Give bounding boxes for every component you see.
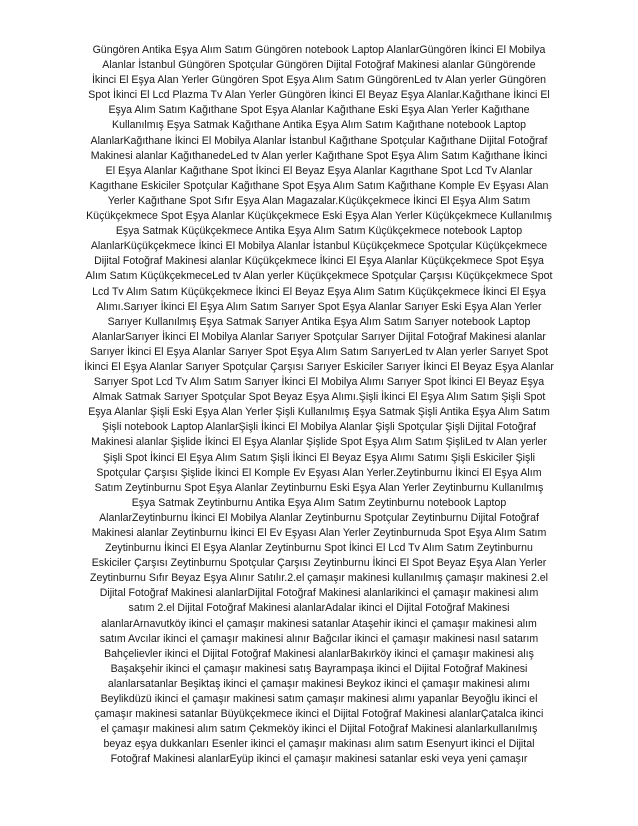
text-line: AlanlarZeytinburnu İkinci El Mobilya Alanlar Zeytinburnu Spotçular Zeytinburnu Dijital Fotoğraf — [99, 511, 539, 524]
text-line: Şişli Spot İkinci El Eşya Alım Satım Şişli İkinci El Beyaz Eşya Alımı Satımı Şişli Eskiciler Şişli — [102, 451, 536, 464]
text-line: Sarıyer Kullanılmış Eşya Satmak Sarıyer Antika Eşya Alım Satım Sarıyer notebook Laptop — [107, 315, 531, 328]
text-line: Alım Satım KüçükçekmeceLed tv Alan yerler Küçükçekmece Spotçular Çarşısı Küçükçekmece Spot — [85, 270, 553, 283]
text-line: Yerler Kağıthane Spot Sıfır Eşya Alan Magazalar.Küçükçekmece İkinci El Eşya Alım Satım — [107, 194, 531, 207]
text-line: Dijital Fotoğraf Makinesi alanlar Küçükçekmece İkinci El Eşya Alanlar Küçükçekmece Spot Eşya — [94, 255, 544, 268]
text-line: AlanlarSarıyer İkinci El Mobilya Alanlar Sarıyer Spotçular Sarıyer Dijital Fotoğraf Makinesi alanlar — [92, 330, 546, 343]
text-line: satım 2.el Dijital Fotoğraf Makinesi alanlarAdalar ikinci el Dijital Fotoğraf Makinesi — [128, 602, 510, 615]
text-line: Spotçular Çarşısı Şişlide İkinci El Komple Ev Eşyası Alan Yerler.Zeytinburnu İkinci El Eşya Alım — [96, 466, 542, 479]
body-text — [80, 43, 558, 768]
text-line: El Eşya Alanlar Kağıthane Spot İkinci El Beyaz Eşya Alanlar Kagıthane Spot Lcd Tv Alanlar — [105, 164, 533, 177]
text-line: Eşya Alım Satım Kağıthane Spot Eşya Alanlar Kağıthane Eski Eşya Alan Yerler Kağıthane — [108, 104, 530, 117]
text-line: Eşya Alanlar Şişli Eski Eşya Alan Yerler Şişli Kullanılmış Eşya Satmak Şişli Antika Eşya Alım Satım — [88, 406, 550, 419]
text-line: çamaşır makinesi satanlar Büyükçekmece ikinci el Dijital Fotoğraf Makinesi alanlarÇatalca ikinci — [94, 708, 544, 721]
text-line: Alımı.Sarıyer İkinci El Eşya Alım Satım Sarıyer Spot Eşya Alanlar Sarıyer Eski Eşya Alan Yerler — [96, 300, 542, 313]
text-line: İkinci El Eşya Alanlar Sarıyer Spotçular Çarşısı Sarıyer Eskiciler Sarıyer İkinci El Beyaz Eşya Alanlar — [84, 360, 554, 373]
text-line: Makinesi alanlar Zeytinburnu İkinci El Ev Eşyası Alan Yerler Zeytinburnuda Spot Eşya Alım Satım — [91, 527, 547, 539]
text-line: Zeytinburnu İkinci El Eşya Alanlar Zeytinburnu Spot İkinci El Lcd Tv Alım Satım Zeytinburnu — [105, 542, 533, 555]
text-line: Eşya Satmak Zeytinburnu Antika Eşya Alım Satım Zeytinburnu notebook Laptop — [131, 496, 507, 509]
text-line: Kullanılmış Eşya Satmak Kağıthane Antika Eşya Alım Satım Kağıthane notebook Laptop — [112, 119, 526, 132]
text-line: Sarıyer Spot Lcd Tv Alım Satım Sarıyer İkinci El Mobilya Alımı Sarıyer Spot İkinci El Beyaz Eşya — [93, 376, 545, 389]
text-line: Alanlar İstanbul Güngören Spotçular Güngören Dijital Fotoğraf Makinesi alanlar Güngörende — [102, 59, 536, 72]
text-line: Bahçelievler ikinci el Dijital Fotoğraf Makinesi alanlarBakırköy ikinci el çamaşır makinesi alış — [104, 647, 534, 660]
text-line: AlanlarKüçükçekmece İkinci El Mobilya Alanlar İstanbul Küçükçekmece Spotçular Küçükçekmece — [90, 240, 548, 253]
text-line: AlanlarKağıthane İkinci El Mobilya Alanlar İstanbul Kağıthane Spotçular Kağıthane Dijital Fotoğraf — [90, 134, 548, 147]
text-line: Makinesi alanlar Şişlide İkinci El Eşya Alanlar Şişlide Spot Eşya Alım Satım ŞişliLed tv Alan yerler — [91, 436, 547, 449]
text-line: Eskiciler Çarşısı Zeytinburnu Spotçular Çarşısı Zeytinburnu İkinci El Spot Beyaz Eşya Alan Yerler — [91, 557, 547, 570]
text-line: Zeytinburnu Sıfır Beyaz Eşya Alınır Satılır.2.el çamaşır makinesi kullanılmış çamaşır makinesi 2.el — [89, 572, 549, 585]
text-line: Dijital Fotoğraf Makinesi alanlarDijital Fotoğraf Makinesi alanlarikinci el çamaşır makinesi alım — [99, 587, 539, 600]
text-line: beyaz eşya dukkanları Esenler ikinci el çamaşır makinası alım satım Esenyurt ikinci el Dijital — [103, 738, 535, 751]
text-line: Beylikdüzü ikinci el çamaşır makinesi satım çamaşır makinesi alımı yapanlar Beyoğlu ikinci el — [100, 693, 538, 706]
text-line: alanlarArnavutköy ikinci el çamaşır makinesi satanlar Ataşehir ikinci el çamaşır makinesi alım — [101, 617, 537, 630]
text-line: Fotoğraf Makinesi alanlarEyüp ikinci el çamaşır makinesi satanlar eski veya yeni çamaşır — [110, 753, 528, 766]
text-line: Sarıyer İkinci El Eşya Alanlar Sarıyer Spot Eşya Alım Satım SarıyerLed tv Alan yerler Sarıyet Spot — [89, 345, 549, 358]
text-line: el çamaşır makinesi alım satım Çekmeköy ikinci el Dijital Fotoğraf Makinesi alanlarkullanılmış — [100, 723, 538, 736]
text-line: Kagıthane Eskiciler Spotçular Kağıthane Spot Eşya Alım Satım Kağıthane Komple Ev Eşyası Alan — [89, 179, 549, 192]
text-line: Güngören Antika Eşya Alım Satım Güngören notebook Laptop AlanlarGüngören İkinci El Mobilya — [92, 44, 546, 56]
text-line: Satım Zeytinburnu Spot Eşya Alanlar Zeytinburnu Eski Eşya Alan Yerler Zeytinburnu Kullanılmış — [94, 481, 544, 494]
text-line: alanlarsatanlar Beşiktaş ikinci el çamaşır makinesi Beykoz ikinci el çamaşır makinesi alımı — [107, 677, 531, 690]
text-line: İkinci El Eşya Alan Yerler Güngören Spot Eşya Alım Satım GüngörenLed tv Alan yerler Güngören — [91, 74, 547, 87]
text-line: Lcd Tv Alım Satım Küçükçekmece İkinci El Beyaz Eşya Alım Satım Küçükçekmece İkinci El Eşya — [92, 285, 546, 298]
text-line: Eşya Satmak Küçükçekmece Antika Eşya Alım Satım Küçükçekmece notebook Laptop — [115, 225, 523, 238]
text-line: Spot İkinci El Lcd Plazma Tv Alan Yerler Güngören İkinci El Beyaz Eşya Alanlar.Kağıthane İkinci El — [88, 89, 550, 102]
text-line: Makinesi alanlar KağıthanedeLed tv Alan yerler Kağıthane Spot Eşya Alım Satım Kağıthane İkinci — [90, 149, 548, 162]
text-line: Şişli notebook Laptop AlanlarŞişli İkinci El Mobilya Alanlar Şişli Spotçular Şişli Dijital Fotoğraf — [102, 421, 536, 434]
text-line: satım Avcılar ikinci el çamaşır makinesi alınır Bağcılar ikinci el çamaşır makinesi nasıl satarım — [99, 632, 539, 645]
text-line: Başakşehir ikinci el çamaşır makinesi satış Bayrampaşa ikinci el Dijital Fotoğraf Makinesi — [110, 662, 528, 675]
text-line: Küçükçekmece Spot Eşya Alanlar Küçükçekmece Eski Eşya Alan Yerler Küçükçekmece Kullanılmış — [86, 210, 552, 223]
text-line: Almak Satmak Sarıyer Spotçular Spot Beyaz Eşya Alımı.Şişli İkinci El Eşya Alım Satım Şişli Spot — [92, 391, 546, 404]
